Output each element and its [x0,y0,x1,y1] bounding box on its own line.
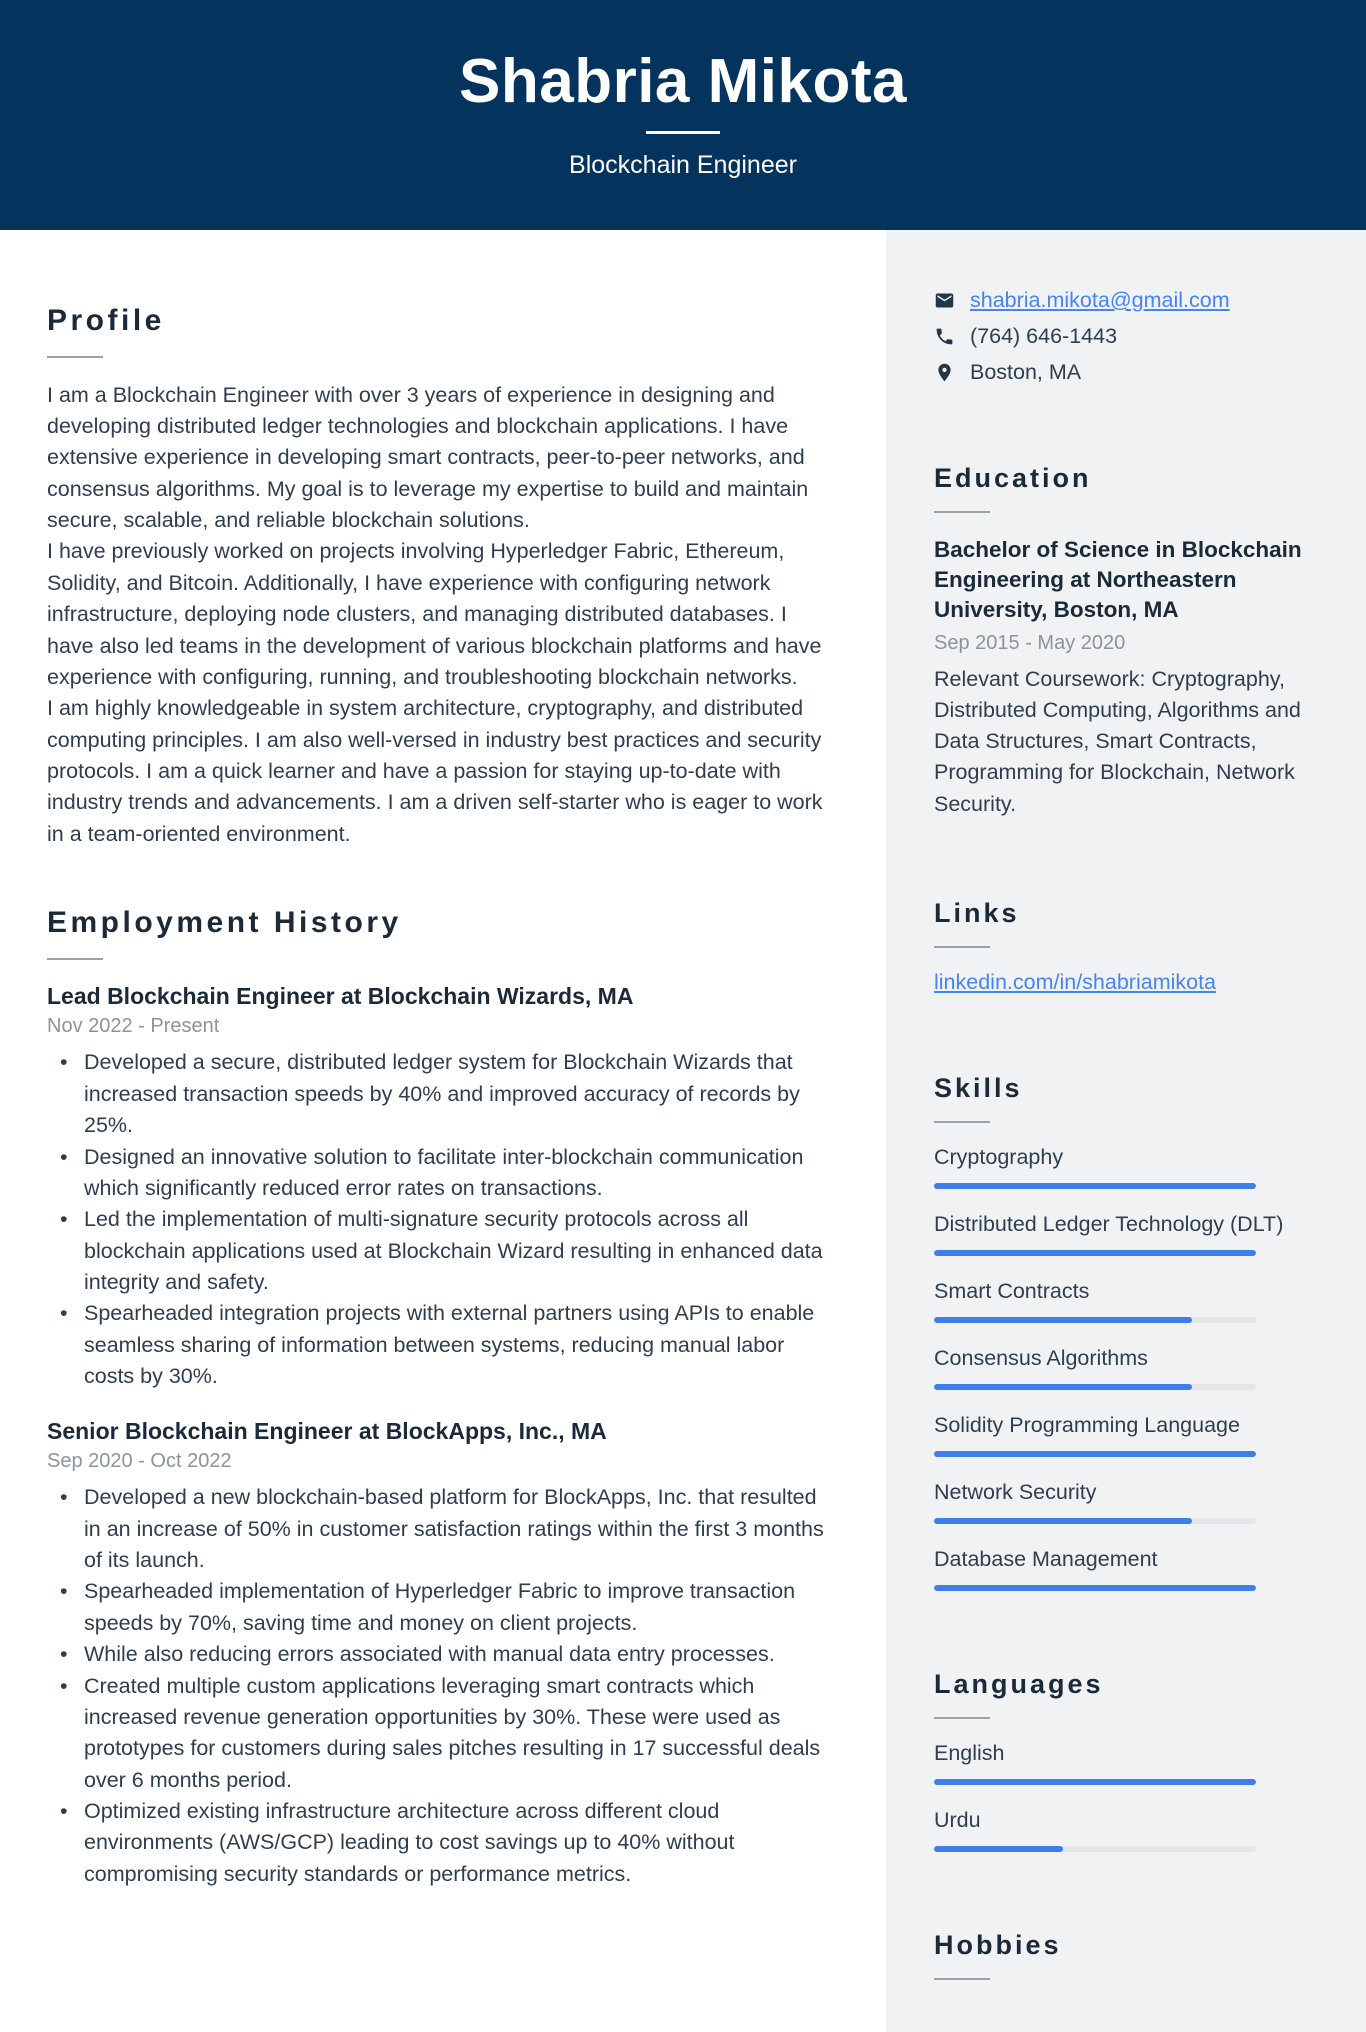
section-divider [934,1121,990,1123]
job-bullet: • Spearheaded integration projects with external partners using APIs to enable seamless sharing of information between systems, reducing manual labor costs by 30%. [47,1298,834,1392]
email-link[interactable]: shabria.mikota@gmail.com [970,288,1230,312]
skill-name: Database Management [934,1546,1158,1571]
skills-heading: Skills [934,1072,1023,1103]
skills-section [934,1073,1330,1591]
skill-name: Consensus Algorithms [934,1345,1148,1370]
profile-paragraph: I have previously worked on projects involving Hyperledger Fabric, Ethereum, Solidity, and Bitcoin. Additionally, I have experience with configuring network infrastructure, deploying node clusters, and managing distributed databases. I have also led teams in the development of various blockchain platforms and have experience with configuring, running, and troubleshooting blockchain networks. [47,539,822,689]
person-job-title: Blockchain Engineer [569,150,797,179]
language-name: Urdu [934,1807,981,1832]
main-column [0,230,886,2032]
email-icon [934,290,955,311]
job-bullet: • Designed an innovative solution to facilitate inter-blockchain communication which significantly reduced error rates on transactions. [47,1142,834,1205]
languages-list [934,1741,1330,1852]
skill-name: Solidity Programming Language [934,1412,1240,1437]
sidebar [886,230,1366,2032]
section-divider [934,511,990,513]
section-divider [934,946,990,948]
profile-paragraph: I am a Blockchain Engineer with over 3 years of experience in designing and developing distributed ledger technologies and blockchain applications. I have extensive experience in developing smart contracts, peer-to-peer networks, and consensus algorithms. My goal is to leverage my expertise to build and maintain secure, scalable, and reliable blockchain solutions. [47,382,809,532]
job-bullet: • Spearheaded implementation of Hyperledger Fabric to improve transaction speeds by 70%, saving time and money on client projects. [47,1576,834,1639]
phone-number: (764) 646-1443 [970,324,1118,348]
language-bar-fill [934,1846,1063,1852]
section-divider [47,356,103,358]
language-bar-track [934,1846,1256,1852]
links-heading: Links [934,897,1020,928]
skill-bar-fill [934,1384,1192,1390]
skill-name: Distributed Ledger Technology (DLT) [934,1211,1284,1236]
education-section [934,463,1330,820]
job-bullet: • While also reducing errors associated with manual data entry processes. [47,1639,834,1670]
hobbies-heading: Hobbies [934,1929,1062,1960]
language-item [934,1741,1330,1785]
skill-bar-track [934,1384,1256,1390]
linkedin-link[interactable]: linkedin.com/in/shabriamikota [934,969,1217,994]
header-divider [646,131,720,134]
skill-bar-track [934,1518,1256,1524]
education-heading: Education [934,463,1092,493]
language-name: English [934,1740,1005,1765]
profile-heading: Profile [47,304,165,337]
skill-name: Smart Contracts [934,1278,1090,1303]
contact-email-row [934,288,1330,313]
skill-item [934,1547,1330,1591]
job-entry [47,1417,834,1891]
languages-heading: Languages [934,1668,1104,1699]
skill-bar-track [934,1250,1256,1256]
links-list [934,970,1330,995]
contact-location-row [934,360,1330,385]
job-bullet-list [47,1047,834,1392]
job-bullet: • Developed a secure, distributed ledger system for Blockchain Wizards that increased transaction speeds by 40% and improved accuracy of records by 25%. [47,1047,834,1141]
location-text: Boston, MA [970,360,1082,384]
education-dates: Sep 2015 - May 2020 [934,631,1126,654]
header [0,0,1366,230]
hobbies-section [934,1930,1330,1980]
skill-item [934,1145,1330,1189]
skill-bar-track [934,1183,1256,1189]
languages-section [934,1669,1330,1852]
skill-item [934,1413,1330,1457]
skill-bar-fill [934,1451,1256,1457]
education-description: Relevant Coursework: Cryptography, Distributed Computing, Algorithms and Data Structures, Smart Contracts, Programming for Blockchain, Network Security. [934,666,1301,816]
skill-bar-track [934,1585,1256,1591]
job-entry [47,982,834,1393]
profile-paragraph: I am highly knowledgeable in system architecture, cryptography, and distributed computing principles. I am also well-versed in industry best practices and security protocols. I am a quick learner and have a passion for staying up-to-date with industry trends and advancements. I am a driven self-starter who is eager to work in a team-oriented environment. [47,696,823,846]
language-bar-fill [934,1779,1256,1785]
profile-text [47,380,834,851]
skill-bar-track [934,1317,1256,1323]
contact-section [934,288,1330,385]
skill-bar-fill [934,1585,1256,1591]
job-title: Senior Blockchain Engineer at BlockApps, Inc., MA [47,1417,607,1444]
skill-bar-track [934,1451,1256,1457]
profile-section [47,304,834,850]
skill-name: Network Security [934,1479,1097,1504]
employment-heading: Employment History [47,906,402,940]
skill-bar-fill [934,1183,1256,1189]
skill-item [934,1480,1330,1524]
skill-bar-fill [934,1518,1192,1524]
skill-item [934,1212,1330,1256]
skill-item [934,1346,1330,1390]
job-dates: Nov 2022 - Present [47,1015,220,1038]
location-pin-icon [934,362,955,383]
links-section [934,898,1330,995]
language-item [934,1808,1330,1852]
job-bullet-list [47,1482,834,1890]
person-name: Shabria Mikota [459,46,907,116]
skill-item [934,1279,1330,1323]
skill-bar-fill [934,1250,1256,1256]
link-row [934,970,1330,995]
section-divider [934,1717,990,1719]
job-bullet: • Developed a new blockchain-based platform for BlockApps, Inc. that resulted in an increase of 50% in customer satisfaction ratings within the first 3 months of its launch. [47,1482,834,1576]
content [0,230,1366,2032]
employment-section [47,906,834,1890]
job-dates: Sep 2020 - Oct 2022 [47,1450,232,1473]
skill-name: Cryptography [934,1144,1064,1169]
skills-list [934,1145,1330,1591]
language-bar-track [934,1779,1256,1785]
job-bullet: • Created multiple custom applications leveraging smart contracts which increased revenue generation opportunities by 30%. These were used as prototypes for customers during sales pitches resulting in 17 successful deals over 6 months period. [47,1671,834,1797]
job-title: Lead Blockchain Engineer at Blockchain Wizards, MA [47,982,634,1009]
job-bullet: • Led the implementation of multi-signature security protocols across all blockchain applications used at Blockchain Wizard resulting in enhanced data integrity and safety. [47,1204,834,1298]
job-list [47,982,834,1891]
section-divider [934,1978,990,1980]
section-divider [47,958,103,960]
skill-bar-fill [934,1317,1192,1323]
phone-icon [934,326,955,347]
job-bullet: • Optimized existing infrastructure architecture across different cloud environments (AWS/GCP) leading to cost savings up to 40% without compromising security standards or performance metrics. [47,1796,834,1890]
contact-phone-row [934,324,1330,349]
education-degree: Bachelor of Science in Blockchain Engineering at Northeastern University, Boston, MA [934,537,1302,622]
